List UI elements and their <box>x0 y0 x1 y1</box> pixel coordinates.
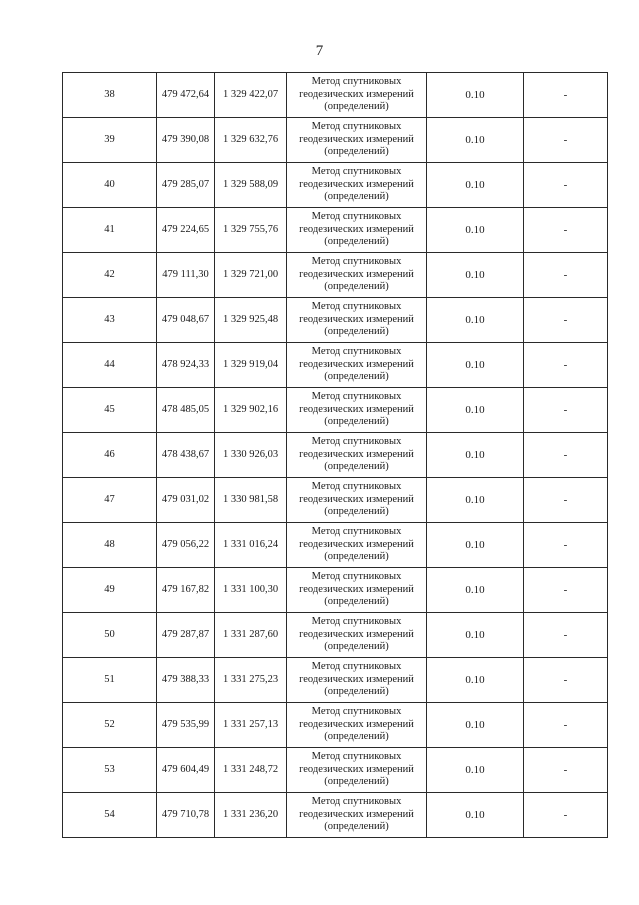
coordinate-y-cell: 1 329 721,00 <box>215 253 287 298</box>
point-number-cell: 53 <box>63 748 157 793</box>
table-row <box>63 253 608 298</box>
note-cell: - <box>524 343 608 388</box>
method-line: (определений) <box>324 596 389 608</box>
method-line: геодезических измерений <box>299 268 414 280</box>
table-row <box>63 613 608 658</box>
table-row <box>63 388 608 433</box>
method-line: Метод спутниковых <box>311 166 402 178</box>
accuracy-cell: 0.10 <box>427 703 524 748</box>
table-row <box>63 118 608 163</box>
method-line: (определений) <box>324 101 389 113</box>
method-line: геодезических измерений <box>299 673 414 685</box>
coordinate-x-cell: 479 472,64 <box>157 73 215 118</box>
method-line: геодезических измерений <box>299 538 414 550</box>
method-cell <box>287 523 427 568</box>
method-line: геодезических измерений <box>299 133 414 145</box>
accuracy-cell: 0.10 <box>427 388 524 433</box>
point-number-cell: 40 <box>63 163 157 208</box>
point-number-cell: 39 <box>63 118 157 163</box>
method-line: (определений) <box>324 236 389 248</box>
accuracy-cell: 0.10 <box>427 253 524 298</box>
table-row <box>63 298 608 343</box>
coordinate-x-cell: 479 535,99 <box>157 703 215 748</box>
method-line: Метод спутниковых <box>311 346 402 358</box>
note-cell: - <box>524 523 608 568</box>
coordinate-x-cell: 479 167,82 <box>157 568 215 613</box>
method-cell <box>287 73 427 118</box>
method-line: (определений) <box>324 416 389 428</box>
method-cell <box>287 343 427 388</box>
table-row <box>63 478 608 523</box>
note-cell: - <box>524 298 608 343</box>
method-line: Метод спутниковых <box>311 481 402 493</box>
table-row <box>63 343 608 388</box>
method-line: Метод спутниковых <box>311 121 402 133</box>
accuracy-cell: 0.10 <box>427 298 524 343</box>
coordinate-y-cell: 1 331 257,13 <box>215 703 287 748</box>
method-line: Метод спутниковых <box>311 76 402 88</box>
table-row <box>63 703 608 748</box>
method-line: Метод спутниковых <box>311 616 402 628</box>
coordinate-y-cell: 1 329 919,04 <box>215 343 287 388</box>
coordinate-x-cell: 479 031,02 <box>157 478 215 523</box>
point-number-cell: 45 <box>63 388 157 433</box>
coordinate-y-cell: 1 329 632,76 <box>215 118 287 163</box>
method-line: геодезических измерений <box>299 763 414 775</box>
method-cell <box>287 793 427 838</box>
method-line: (определений) <box>324 371 389 383</box>
coordinate-x-cell: 479 604,49 <box>157 748 215 793</box>
note-cell: - <box>524 748 608 793</box>
accuracy-cell: 0.10 <box>427 73 524 118</box>
coordinate-x-cell: 479 285,07 <box>157 163 215 208</box>
page-number: 7 <box>315 43 324 59</box>
point-number-cell: 49 <box>63 568 157 613</box>
method-line: (определений) <box>324 686 389 698</box>
coordinate-y-cell: 1 329 588,09 <box>215 163 287 208</box>
method-line: геодезических измерений <box>299 808 414 820</box>
coordinate-y-cell: 1 331 236,20 <box>215 793 287 838</box>
coordinate-y-cell: 1 331 287,60 <box>215 613 287 658</box>
method-line: геодезических измерений <box>299 628 414 640</box>
point-number-cell: 48 <box>63 523 157 568</box>
method-cell <box>287 253 427 298</box>
method-cell <box>287 163 427 208</box>
note-cell: - <box>524 388 608 433</box>
method-cell <box>287 703 427 748</box>
method-line: геодезических измерений <box>299 583 414 595</box>
coordinate-y-cell: 1 331 248,72 <box>215 748 287 793</box>
method-line: (определений) <box>324 326 389 338</box>
accuracy-cell: 0.10 <box>427 208 524 253</box>
point-number-cell: 52 <box>63 703 157 748</box>
method-line: геодезических измерений <box>299 358 414 370</box>
coordinate-x-cell: 479 390,08 <box>157 118 215 163</box>
table-row <box>63 793 608 838</box>
note-cell: - <box>524 793 608 838</box>
point-number-cell: 38 <box>63 73 157 118</box>
method-line: (определений) <box>324 461 389 473</box>
accuracy-cell: 0.10 <box>427 613 524 658</box>
method-cell <box>287 118 427 163</box>
method-cell <box>287 298 427 343</box>
table-row <box>63 658 608 703</box>
coordinate-y-cell: 1 331 100,30 <box>215 568 287 613</box>
accuracy-cell: 0.10 <box>427 568 524 613</box>
method-cell <box>287 568 427 613</box>
coordinate-y-cell: 1 330 926,03 <box>215 433 287 478</box>
table-row <box>63 163 608 208</box>
method-cell <box>287 478 427 523</box>
method-line: (определений) <box>324 281 389 293</box>
coordinate-x-cell: 478 485,05 <box>157 388 215 433</box>
method-cell <box>287 748 427 793</box>
method-line: Метод спутниковых <box>311 256 402 268</box>
method-line: геодезических измерений <box>299 448 414 460</box>
coordinates-table-body <box>63 73 608 838</box>
accuracy-cell: 0.10 <box>427 748 524 793</box>
method-cell <box>287 658 427 703</box>
table-row <box>63 748 608 793</box>
method-line: (определений) <box>324 821 389 833</box>
coordinate-y-cell: 1 331 016,24 <box>215 523 287 568</box>
coordinate-x-cell: 479 056,22 <box>157 523 215 568</box>
table-row <box>63 568 608 613</box>
point-number-cell: 43 <box>63 298 157 343</box>
method-cell <box>287 433 427 478</box>
note-cell: - <box>524 658 608 703</box>
coordinate-x-cell: 479 111,30 <box>157 253 215 298</box>
point-number-cell: 44 <box>63 343 157 388</box>
method-line: геодезических измерений <box>299 223 414 235</box>
point-number-cell: 47 <box>63 478 157 523</box>
method-cell <box>287 613 427 658</box>
method-line: (определений) <box>324 191 389 203</box>
accuracy-cell: 0.10 <box>427 433 524 478</box>
method-line: Метод спутниковых <box>311 211 402 223</box>
coordinate-y-cell: 1 330 981,58 <box>215 478 287 523</box>
note-cell: - <box>524 73 608 118</box>
note-cell: - <box>524 478 608 523</box>
table-row <box>63 73 608 118</box>
method-line: Метод спутниковых <box>311 751 402 763</box>
note-cell: - <box>524 568 608 613</box>
accuracy-cell: 0.10 <box>427 523 524 568</box>
method-line: геодезических измерений <box>299 178 414 190</box>
method-line: (определений) <box>324 731 389 743</box>
method-line: геодезических измерений <box>299 718 414 730</box>
method-line: (определений) <box>324 146 389 158</box>
coordinate-x-cell: 478 438,67 <box>157 433 215 478</box>
coordinate-x-cell: 479 388,33 <box>157 658 215 703</box>
note-cell: - <box>524 253 608 298</box>
method-line: (определений) <box>324 551 389 563</box>
accuracy-cell: 0.10 <box>427 163 524 208</box>
point-number-cell: 42 <box>63 253 157 298</box>
method-cell <box>287 208 427 253</box>
method-line: Метод спутниковых <box>311 796 402 808</box>
accuracy-cell: 0.10 <box>427 793 524 838</box>
coordinate-x-cell: 479 224,65 <box>157 208 215 253</box>
coordinate-y-cell: 1 329 422,07 <box>215 73 287 118</box>
method-line: геодезических измерений <box>299 313 414 325</box>
point-number-cell: 50 <box>63 613 157 658</box>
coordinate-x-cell: 479 287,87 <box>157 613 215 658</box>
note-cell: - <box>524 208 608 253</box>
note-cell: - <box>524 703 608 748</box>
method-line: геодезических измерений <box>299 88 414 100</box>
method-line: геодезических измерений <box>299 403 414 415</box>
accuracy-cell: 0.10 <box>427 658 524 703</box>
method-line: Метод спутниковых <box>311 301 402 313</box>
coordinate-y-cell: 1 329 755,76 <box>215 208 287 253</box>
method-line: геодезических измерений <box>299 493 414 505</box>
table-row <box>63 523 608 568</box>
table-row <box>63 433 608 478</box>
coordinate-x-cell: 479 048,67 <box>157 298 215 343</box>
method-line: (определений) <box>324 776 389 788</box>
method-line: Метод спутниковых <box>311 571 402 583</box>
accuracy-cell: 0.10 <box>427 343 524 388</box>
coordinates-table <box>62 72 608 838</box>
method-line: Метод спутниковых <box>311 526 402 538</box>
point-number-cell: 51 <box>63 658 157 703</box>
method-cell <box>287 388 427 433</box>
coordinate-y-cell: 1 331 275,23 <box>215 658 287 703</box>
note-cell: - <box>524 433 608 478</box>
coordinate-y-cell: 1 329 902,16 <box>215 388 287 433</box>
point-number-cell: 54 <box>63 793 157 838</box>
note-cell: - <box>524 613 608 658</box>
point-number-cell: 41 <box>63 208 157 253</box>
method-line: (определений) <box>324 641 389 653</box>
note-cell: - <box>524 163 608 208</box>
accuracy-cell: 0.10 <box>427 478 524 523</box>
accuracy-cell: 0.10 <box>427 118 524 163</box>
method-line: Метод спутниковых <box>311 391 402 403</box>
point-number-cell: 46 <box>63 433 157 478</box>
method-line: Метод спутниковых <box>311 436 402 448</box>
method-line: (определений) <box>324 506 389 518</box>
note-cell: - <box>524 118 608 163</box>
method-line: Метод спутниковых <box>311 706 402 718</box>
coordinate-x-cell: 478 924,33 <box>157 343 215 388</box>
coordinate-x-cell: 479 710,78 <box>157 793 215 838</box>
table-row <box>63 208 608 253</box>
coordinate-y-cell: 1 329 925,48 <box>215 298 287 343</box>
method-line: Метод спутниковых <box>311 661 402 673</box>
